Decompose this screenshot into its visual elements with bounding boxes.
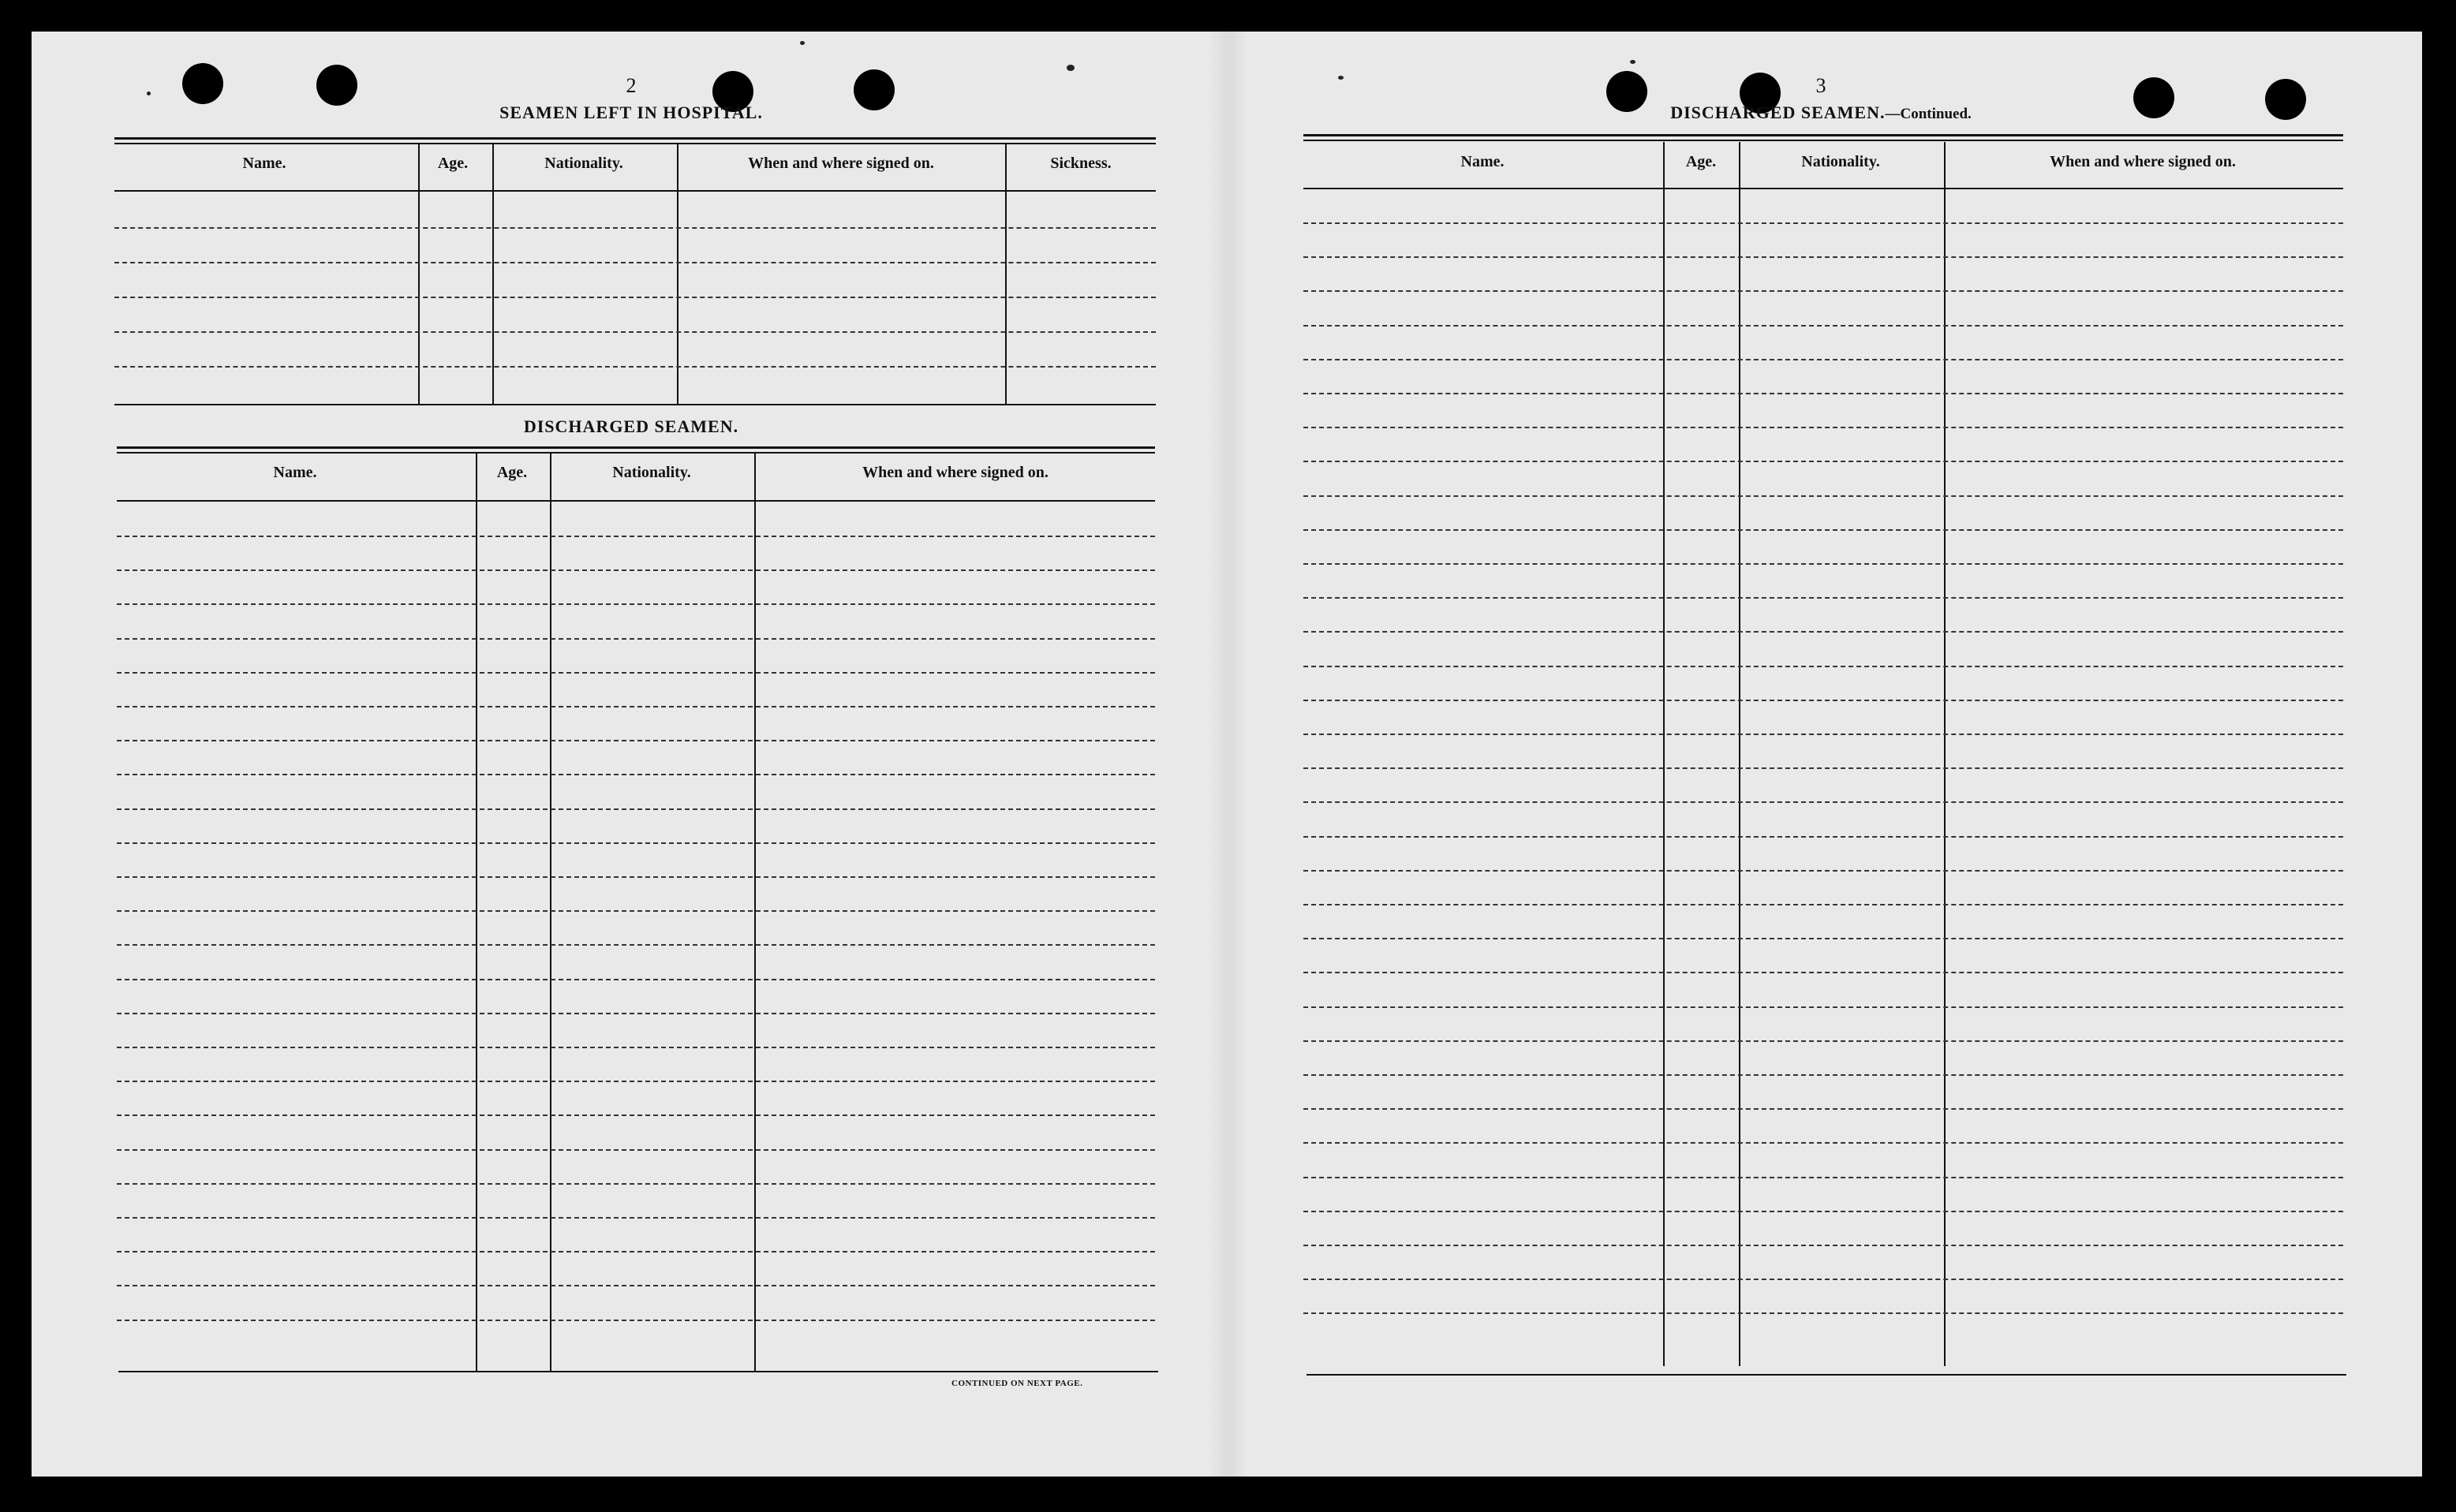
row-rule	[117, 944, 1155, 946]
ink-speck	[147, 91, 151, 95]
row-rule	[114, 297, 1156, 298]
col-header-sickness: Sickness.	[1050, 155, 1112, 172]
section-title-discharged-continued	[1655, 103, 1987, 123]
row-rule	[117, 706, 1155, 707]
punch-hole	[2265, 79, 2306, 120]
row-rule	[1303, 1108, 2343, 1110]
row-rule	[1303, 563, 2343, 565]
row-rule	[1303, 1245, 2343, 1246]
row-rule	[117, 740, 1155, 741]
row-rule	[1303, 801, 2343, 803]
double-rule	[117, 446, 1155, 449]
row-rule	[1303, 767, 2343, 769]
row-rule	[1303, 359, 2343, 360]
row-rule	[117, 672, 1155, 674]
row-rule	[1303, 290, 2343, 292]
row-rule	[117, 1217, 1155, 1219]
row-rule	[1303, 1312, 2343, 1314]
col-header-name: Name.	[242, 155, 286, 172]
row-rule	[1303, 938, 2343, 939]
header-rule	[114, 190, 1156, 192]
section-title-hospital: SEAMEN LEFT IN HOSPITAL.	[499, 103, 763, 122]
row-rule	[1303, 631, 2343, 633]
section-title-discharged: DISCHARGED SEAMEN.	[523, 416, 739, 436]
row-rule	[117, 1251, 1155, 1253]
table-end-rule	[118, 1371, 1158, 1372]
header-rule	[117, 500, 1155, 502]
row-rule	[1303, 393, 2343, 394]
row-rule	[117, 1047, 1155, 1048]
col-header-age: Age.	[1685, 153, 1717, 170]
row-rule	[117, 808, 1155, 810]
col-header-nationality: Nationality.	[544, 155, 623, 172]
column-rule	[754, 454, 756, 1371]
col-header-signed-on: When and where signed on.	[862, 464, 1049, 481]
col-header-name: Name.	[1460, 153, 1505, 170]
row-rule	[1303, 666, 2343, 667]
row-rule	[117, 536, 1155, 537]
title-main: DISCHARGED SEAMEN.	[1670, 103, 1886, 122]
punch-hole	[316, 65, 357, 106]
col-header-signed-on: When and where signed on.	[2050, 153, 2236, 170]
double-rule	[114, 143, 1156, 144]
title-continued: —Continued.	[1885, 106, 1972, 122]
row-rule	[1303, 972, 2343, 973]
row-rule	[117, 569, 1155, 571]
double-rule	[1303, 134, 2343, 136]
row-rule	[1303, 700, 2343, 701]
binding-tab-right	[1822, 0, 1898, 27]
row-rule	[1303, 870, 2343, 872]
row-rule	[1303, 529, 2343, 531]
column-rule	[476, 454, 477, 1371]
row-rule	[1303, 427, 2343, 428]
col-header-age: Age.	[496, 464, 528, 481]
ink-speck	[1338, 76, 1344, 80]
row-rule	[1303, 461, 2343, 462]
double-rule	[117, 452, 1155, 454]
row-rule	[117, 1013, 1155, 1014]
double-rule	[114, 137, 1156, 140]
page-number: 3	[1815, 74, 1826, 97]
ink-speck	[1630, 60, 1635, 64]
row-rule	[1303, 1074, 2343, 1076]
row-rule	[117, 603, 1155, 605]
row-rule	[1303, 1142, 2343, 1144]
punch-hole	[1606, 71, 1647, 112]
row-rule	[1303, 495, 2343, 497]
col-header-signed-on: When and where signed on.	[748, 155, 934, 172]
header-rule	[1303, 188, 2343, 189]
double-rule	[1303, 140, 2343, 141]
row-rule	[117, 1081, 1155, 1082]
ink-speck	[800, 41, 805, 45]
row-rule	[117, 1149, 1155, 1151]
row-rule	[1303, 256, 2343, 258]
row-rule	[114, 366, 1156, 368]
row-rule	[117, 638, 1155, 640]
page-fold	[1209, 32, 1248, 1477]
row-rule	[1303, 734, 2343, 735]
row-rule	[117, 1183, 1155, 1185]
punch-hole	[2133, 77, 2174, 118]
row-rule	[1303, 325, 2343, 327]
col-header-name: Name.	[273, 464, 317, 481]
row-rule	[1303, 1211, 2343, 1212]
row-rule	[117, 1320, 1155, 1321]
col-header-nationality: Nationality.	[1801, 153, 1880, 170]
row-rule	[1303, 1279, 2343, 1280]
row-rule	[114, 227, 1156, 229]
row-rule	[117, 876, 1155, 878]
row-rule	[117, 1114, 1155, 1116]
continued-note: CONTINUED ON NEXT PAGE.	[951, 1379, 1083, 1388]
row-rule	[1303, 904, 2343, 905]
row-rule	[1303, 1006, 2343, 1008]
row-rule	[117, 842, 1155, 844]
table-end-rule	[1307, 1374, 2346, 1376]
punch-hole	[182, 63, 223, 104]
page-number: 2	[626, 74, 637, 97]
row-rule	[1303, 1040, 2343, 1042]
row-rule	[117, 910, 1155, 912]
col-header-age: Age.	[437, 155, 469, 172]
ink-speck	[1067, 65, 1075, 71]
table-end-rule	[114, 404, 1156, 405]
row-rule	[117, 1285, 1155, 1286]
col-header-nationality: Nationality.	[612, 464, 691, 481]
row-rule	[1303, 1177, 2343, 1178]
column-rule	[550, 454, 551, 1371]
row-rule	[1303, 222, 2343, 224]
row-rule	[114, 262, 1156, 263]
row-rule	[117, 774, 1155, 775]
row-rule	[114, 331, 1156, 333]
binding-tab-left	[566, 0, 642, 27]
row-rule	[117, 979, 1155, 980]
row-rule	[1303, 597, 2343, 599]
row-rule	[1303, 836, 2343, 838]
punch-hole	[854, 69, 895, 110]
